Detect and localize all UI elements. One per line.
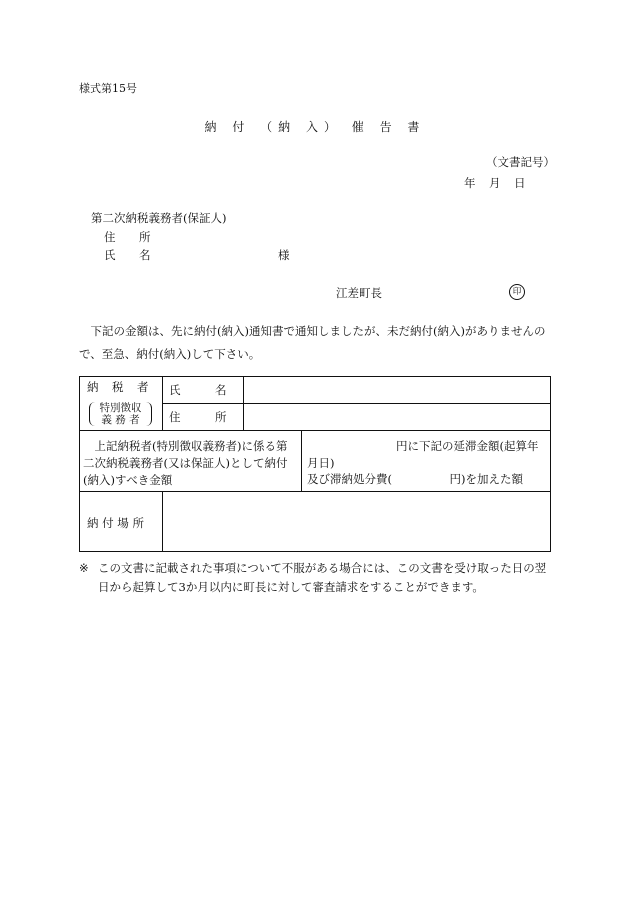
honorific: 様 — [278, 248, 290, 262]
table-address-label: 住 所 — [169, 410, 227, 424]
amount-description-line1: 円に下記の延滞金額(起算年月日) — [307, 439, 539, 470]
table-name-label: 氏 名 — [169, 383, 227, 397]
issuer-title: 江差町長 — [336, 286, 382, 300]
row-divider-amount — [80, 491, 551, 492]
special-collector-bracket — [89, 402, 152, 426]
seal-mark: 印 — [509, 284, 525, 300]
row-divider-name — [162, 403, 551, 404]
special-collector-line2: 義 務 者 — [101, 414, 140, 426]
form-number: 様式第15号 — [79, 82, 137, 95]
note-text: この文書に記載された事項について不服がある場合には、この文書を受け取った日の翌日から起算して3か月以内に町長に対して審査請求をすることができます。 — [98, 561, 547, 594]
document-title: 納 付 （納 入） 催 告 書 — [204, 120, 426, 134]
col-divider-place — [162, 491, 163, 552]
col-divider-amount — [301, 430, 302, 492]
col-divider-taxpayer — [162, 377, 163, 431]
addressee-label: 第二次納税義務者(保証人) — [91, 211, 227, 225]
row-divider-taxpayer — [80, 430, 551, 431]
name-label: 氏 名 — [104, 248, 157, 262]
payment-place-label: 納 付 場 所 — [87, 516, 144, 530]
note-mark: ※ — [79, 561, 89, 575]
payment-table — [79, 376, 551, 552]
special-collector-line1: 特別徴収 — [99, 402, 142, 414]
col-divider-label — [243, 377, 244, 431]
taxpayer-label: 納 税 者 — [87, 380, 150, 394]
date-line: 年 月 日 — [464, 176, 527, 190]
appeal-notice — [79, 559, 557, 597]
amount-description-line2: 及び滞納処分費( 円)を加えた額 — [307, 472, 523, 486]
amount-label: 上記納税者(特別徴収義務者)に係る第二次納税義務者(又は保証人)として納付(納入)すべき金額 — [83, 439, 288, 487]
notice-body: 下記の金額は、先に納付(納入)通知書で通知しましたが、未だ納付(納入)がありませんので、至急、納付(納入)して下さい。 — [79, 324, 546, 361]
document-number: （文書記号） — [486, 155, 555, 169]
address-label: 住 所 — [104, 230, 157, 244]
